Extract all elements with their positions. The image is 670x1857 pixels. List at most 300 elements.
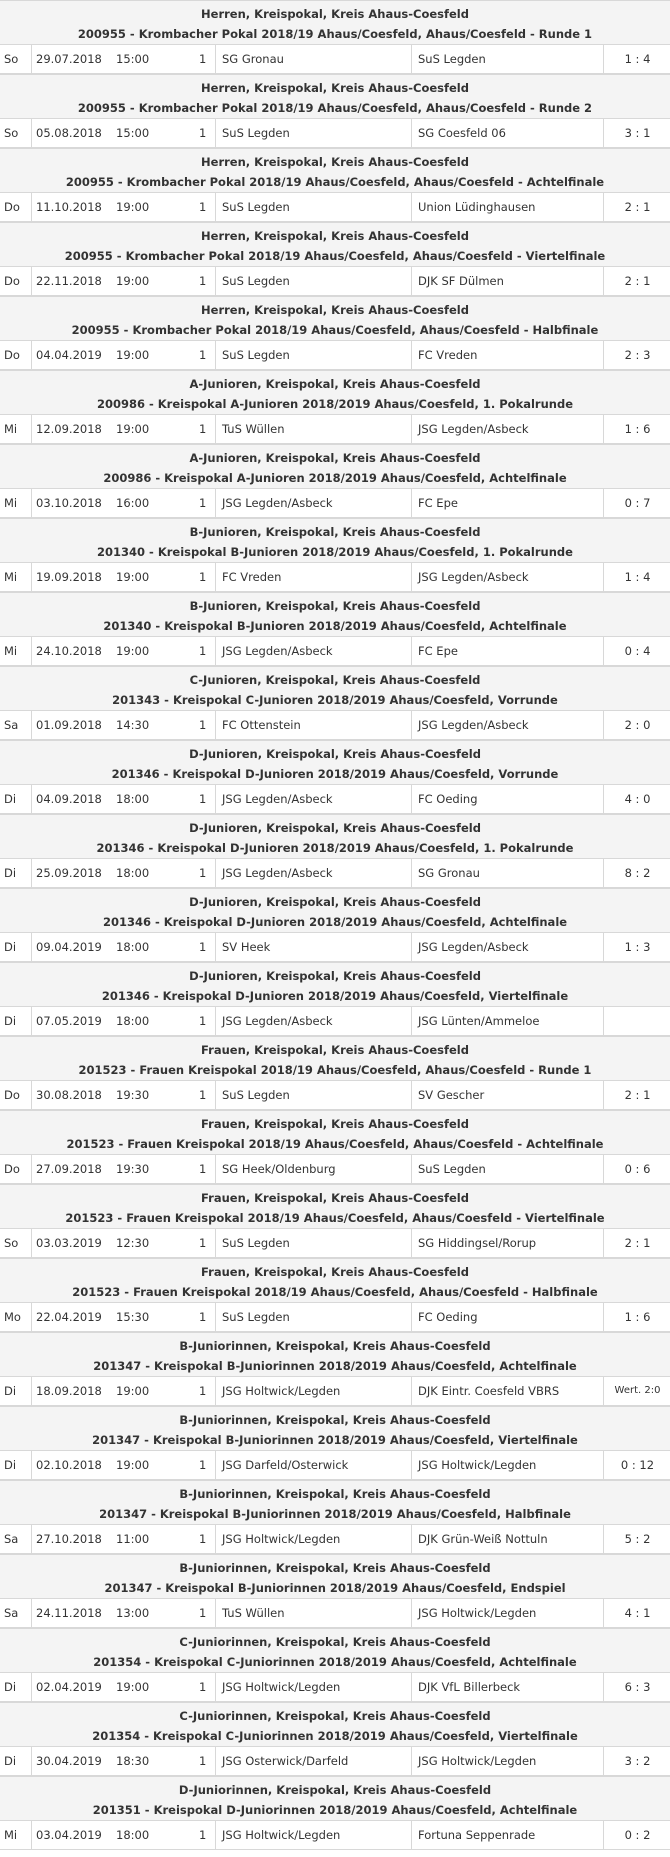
match-row[interactable] <box>0 1820 670 1850</box>
match-row[interactable] <box>0 488 670 518</box>
match-score[interactable]: 1 : 3 <box>603 933 670 961</box>
fixture-block <box>0 814 670 888</box>
competition-round: 201347 - Kreispokal B-Juniorinnen 2018/2019 Ahaus/Coesfeld, Endspiel <box>104 1581 566 1595</box>
fixture-block <box>0 296 670 370</box>
competition-header <box>0 1184 670 1228</box>
match-date: 22.04.2019 <box>31 1303 102 1331</box>
match-score[interactable]: 0 : 7 <box>603 489 670 517</box>
competition-name: D-Junioren, Kreispokal, Kreis Ahaus-Coesfeld <box>189 747 481 761</box>
home-team[interactable]: JSG Legden/Asbeck <box>215 489 405 517</box>
match-date: 24.11.2018 <box>31 1599 102 1627</box>
away-team[interactable]: DJK SF Dülmen <box>411 267 601 295</box>
match-row[interactable] <box>0 1080 670 1110</box>
match-row[interactable] <box>0 1154 670 1184</box>
match-score[interactable]: Wert. 2:0 <box>603 1377 670 1405</box>
fixture-block <box>0 1628 670 1702</box>
match-row[interactable] <box>0 1450 670 1480</box>
match-row[interactable] <box>0 340 670 370</box>
match-time: 15:00 <box>116 52 150 66</box>
match-score[interactable]: 0 : 6 <box>603 1155 670 1183</box>
match-pitch: 1 <box>199 1754 207 1768</box>
match-day: Di <box>4 792 17 806</box>
fixture-block <box>0 1184 670 1258</box>
match-score[interactable]: 0 : 4 <box>603 637 670 665</box>
match-score[interactable]: 1 : 4 <box>603 45 670 73</box>
match-date: 18.09.2018 <box>31 1377 102 1405</box>
match-pitch: 1 <box>199 200 207 214</box>
competition-name: D-Junioren, Kreispokal, Kreis Ahaus-Coesfeld <box>189 895 481 909</box>
match-time: 14:30 <box>116 718 150 732</box>
match-score[interactable]: 1 : 4 <box>603 563 670 591</box>
match-day: Di <box>4 1680 17 1694</box>
match-pitch: 1 <box>199 1458 207 1472</box>
match-pitch: 1 <box>199 866 207 880</box>
fixture-block <box>0 1332 670 1406</box>
match-row[interactable] <box>0 636 670 666</box>
match-time: 19:00 <box>116 1384 150 1398</box>
home-team[interactable]: JSG Darfeld/Osterwick <box>215 1451 405 1479</box>
home-team[interactable]: JSG Holtwick/Legden <box>215 1821 405 1849</box>
competition-header <box>0 740 670 784</box>
fixture-block <box>0 518 670 592</box>
match-pitch: 1 <box>199 1088 207 1102</box>
home-team[interactable]: SuS Legden <box>215 1229 405 1257</box>
match-row[interactable] <box>0 1302 670 1332</box>
home-team[interactable]: SuS Legden <box>215 193 405 221</box>
match-time: 11:00 <box>116 1532 150 1546</box>
fixture-block <box>0 1110 670 1184</box>
competition-name: A-Junioren, Kreispokal, Kreis Ahaus-Coesfeld <box>189 377 481 391</box>
match-pitch: 1 <box>199 792 207 806</box>
match-date: 02.04.2019 <box>31 1673 102 1701</box>
match-day: Di <box>4 940 17 954</box>
match-row[interactable] <box>0 932 670 962</box>
competition-name: Frauen, Kreispokal, Kreis Ahaus-Coesfeld <box>201 1117 469 1131</box>
competition-header <box>0 1110 670 1154</box>
competition-header <box>0 1258 670 1302</box>
home-team[interactable]: SG Heek/Oldenburg <box>215 1155 405 1183</box>
match-time: 15:30 <box>116 1310 150 1324</box>
match-date: 01.09.2018 <box>31 711 102 739</box>
match-row[interactable] <box>0 1376 670 1406</box>
match-score[interactable]: 5 : 2 <box>603 1525 670 1553</box>
match-score[interactable] <box>603 1007 670 1035</box>
away-team[interactable]: JSG Legden/Asbeck <box>411 563 601 591</box>
fixture-block <box>0 1554 670 1628</box>
home-team[interactable]: JSG Holtwick/Legden <box>215 1525 405 1553</box>
competition-round: 201523 - Frauen Kreispokal 2018/19 Ahaus/Coesfeld, Ahaus/Coesfeld - Achtelfinale <box>66 1137 604 1151</box>
match-date: 24.10.2018 <box>31 637 102 665</box>
competition-header <box>0 296 670 340</box>
match-pitch: 1 <box>199 1014 207 1028</box>
competition-name: Herren, Kreispokal, Kreis Ahaus-Coesfeld <box>201 7 469 21</box>
match-day: Mi <box>4 422 18 436</box>
competition-name: B-Junioren, Kreispokal, Kreis Ahaus-Coesfeld <box>189 525 481 539</box>
competition-header <box>0 1406 670 1450</box>
match-day: Do <box>4 274 20 288</box>
competition-name: D-Junioren, Kreispokal, Kreis Ahaus-Coesfeld <box>189 969 481 983</box>
match-score[interactable]: 6 : 3 <box>603 1673 670 1701</box>
match-day: Do <box>4 200 20 214</box>
competition-header <box>0 666 670 710</box>
match-pitch: 1 <box>199 274 207 288</box>
competition-name: C-Juniorinnen, Kreispokal, Kreis Ahaus-Coesfeld <box>179 1635 491 1649</box>
competition-name: D-Juniorinnen, Kreispokal, Kreis Ahaus-Coesfeld <box>178 1783 492 1797</box>
match-time: 19:00 <box>116 1680 150 1694</box>
competition-header <box>0 370 670 414</box>
match-score[interactable]: 3 : 2 <box>603 1747 670 1775</box>
competition-header <box>0 518 670 562</box>
competition-name: A-Junioren, Kreispokal, Kreis Ahaus-Coesfeld <box>189 451 481 465</box>
away-team[interactable]: SV Gescher <box>411 1081 601 1109</box>
match-day: Do <box>4 1088 20 1102</box>
competition-round: 201354 - Kreispokal C-Juniorinnen 2018/2019 Ahaus/Coesfeld, Viertelfinale <box>92 1729 578 1743</box>
home-team[interactable]: JSG Osterwick/Darfeld <box>215 1747 405 1775</box>
match-day: Di <box>4 1754 17 1768</box>
away-team[interactable]: DJK VfL Billerbeck <box>411 1673 601 1701</box>
match-date: 30.08.2018 <box>31 1081 102 1109</box>
competition-round: 200955 - Krombacher Pokal 2018/19 Ahaus/Coesfeld, Ahaus/Coesfeld - Runde 2 <box>77 101 593 115</box>
match-date: 11.10.2018 <box>31 193 102 221</box>
fixture-block <box>0 962 670 1036</box>
competition-round: 201340 - Kreispokal B-Junioren 2018/2019 Ahaus/Coesfeld, 1. Pokalrunde <box>97 545 573 559</box>
match-pitch: 1 <box>199 570 207 584</box>
match-day: Mi <box>4 1828 18 1842</box>
competition-round: 201346 - Kreispokal D-Junioren 2018/2019 Ahaus/Coesfeld, Viertelfinale <box>101 989 569 1003</box>
match-row[interactable] <box>0 784 670 814</box>
home-team[interactable]: SuS Legden <box>215 1303 405 1331</box>
home-team[interactable]: SV Heek <box>215 933 405 961</box>
fixture-block <box>0 370 670 444</box>
match-score[interactable]: 2 : 1 <box>603 1081 670 1109</box>
away-team[interactable]: JSG Lünten/Ammeloe <box>411 1007 601 1035</box>
match-time: 15:00 <box>116 126 150 140</box>
match-score[interactable]: 2 : 1 <box>603 1229 670 1257</box>
competition-name: B-Juniorinnen, Kreispokal, Kreis Ahaus-Coesfeld <box>179 1561 491 1575</box>
competition-header <box>0 222 670 266</box>
match-day: Di <box>4 1014 17 1028</box>
competition-header <box>0 1480 670 1524</box>
home-team[interactable]: FC Vreden <box>215 563 405 591</box>
match-pitch: 1 <box>199 1532 207 1546</box>
away-team[interactable]: JSG Holtwick/Legden <box>411 1599 601 1627</box>
match-score[interactable]: 4 : 0 <box>603 785 670 813</box>
match-score[interactable]: 2 : 0 <box>603 711 670 739</box>
competition-header <box>0 1776 670 1820</box>
match-row[interactable] <box>0 1524 670 1554</box>
match-day: So <box>4 126 19 140</box>
home-team[interactable]: SuS Legden <box>215 267 405 295</box>
match-date: 03.10.2018 <box>31 489 102 517</box>
fixture-block <box>0 1258 670 1332</box>
away-team[interactable]: SuS Legden <box>411 45 601 73</box>
competition-name: Herren, Kreispokal, Kreis Ahaus-Coesfeld <box>201 303 469 317</box>
match-day: Do <box>4 348 20 362</box>
match-pitch: 1 <box>199 126 207 140</box>
match-score[interactable]: 0 : 12 <box>603 1451 670 1479</box>
competition-round: 200955 - Krombacher Pokal 2018/19 Ahaus/Coesfeld, Ahaus/Coesfeld - Halbfinale <box>71 323 599 337</box>
competition-name: Herren, Kreispokal, Kreis Ahaus-Coesfeld <box>201 81 469 95</box>
match-score[interactable]: 1 : 6 <box>603 415 670 443</box>
competition-round: 201347 - Kreispokal B-Juniorinnen 2018/2019 Ahaus/Coesfeld, Achtelfinale <box>93 1359 577 1373</box>
match-score[interactable]: 3 : 1 <box>603 119 670 147</box>
fixture-block <box>0 74 670 148</box>
away-team[interactable]: FC Oeding <box>411 785 601 813</box>
home-team[interactable]: JSG Holtwick/Legden <box>215 1673 405 1701</box>
away-team[interactable]: SG Gronau <box>411 859 601 887</box>
competition-round: 201523 - Frauen Kreispokal 2018/19 Ahaus/Coesfeld, Ahaus/Coesfeld - Halbfinale <box>72 1285 598 1299</box>
competition-round: 200986 - Kreispokal A-Junioren 2018/2019 Ahaus/Coesfeld, Achtelfinale <box>103 471 567 485</box>
competition-round: 200955 - Krombacher Pokal 2018/19 Ahaus/Coesfeld, Ahaus/Coesfeld - Runde 1 <box>77 27 593 41</box>
home-team[interactable]: JSG Holtwick/Legden <box>215 1377 405 1405</box>
fixture-block <box>0 1406 670 1480</box>
competition-round: 201340 - Kreispokal B-Junioren 2018/2019 Ahaus/Coesfeld, Achtelfinale <box>103 619 567 633</box>
competition-round: 200955 - Krombacher Pokal 2018/19 Ahaus/Coesfeld, Ahaus/Coesfeld - Achtelfinale <box>65 175 605 189</box>
match-time: 18:00 <box>116 1014 150 1028</box>
match-pitch: 1 <box>199 1606 207 1620</box>
match-row[interactable] <box>0 44 670 74</box>
competition-name: Herren, Kreispokal, Kreis Ahaus-Coesfeld <box>201 229 469 243</box>
match-row[interactable] <box>0 1006 670 1036</box>
match-row[interactable] <box>0 1672 670 1702</box>
match-pitch: 1 <box>199 1310 207 1324</box>
match-date: 27.09.2018 <box>31 1155 102 1183</box>
competition-header <box>0 1554 670 1598</box>
competition-header <box>0 1332 670 1376</box>
fixture-block <box>0 222 670 296</box>
competition-round: 200955 - Krombacher Pokal 2018/19 Ahaus/Coesfeld, Ahaus/Coesfeld - Viertelfinale <box>64 249 606 263</box>
competition-round: 201523 - Frauen Kreispokal 2018/19 Ahaus/Coesfeld, Ahaus/Coesfeld - Viertelfinale <box>65 1211 605 1225</box>
match-date: 25.09.2018 <box>31 859 102 887</box>
competition-name: Frauen, Kreispokal, Kreis Ahaus-Coesfeld <box>201 1043 469 1057</box>
competition-header <box>0 148 670 192</box>
match-time: 12:30 <box>116 1236 150 1250</box>
match-date: 02.10.2018 <box>31 1451 102 1479</box>
competition-header <box>0 962 670 1006</box>
match-date: 29.07.2018 <box>31 45 102 73</box>
match-time: 16:00 <box>116 496 150 510</box>
competition-round: 201346 - Kreispokal D-Junioren 2018/2019 Ahaus/Coesfeld, Achtelfinale <box>102 915 568 929</box>
match-pitch: 1 <box>199 644 207 658</box>
match-date: 27.10.2018 <box>31 1525 102 1553</box>
fixture-block <box>0 666 670 740</box>
home-team[interactable]: JSG Legden/Asbeck <box>215 785 405 813</box>
competition-round: 201346 - Kreispokal D-Junioren 2018/2019 Ahaus/Coesfeld, 1. Pokalrunde <box>96 841 574 855</box>
match-day: So <box>4 1236 19 1250</box>
competition-header <box>0 814 670 858</box>
match-date: 05.08.2018 <box>31 119 102 147</box>
match-score[interactable]: 2 : 3 <box>603 341 670 369</box>
match-row[interactable] <box>0 1746 670 1776</box>
away-team[interactable]: SG Hiddingsel/Rorup <box>411 1229 601 1257</box>
match-time: 18:00 <box>116 940 150 954</box>
away-team[interactable]: Union Lüdinghausen <box>411 193 601 221</box>
match-day: Sa <box>4 1532 19 1546</box>
match-day: Di <box>4 1458 17 1472</box>
fixture-block <box>0 0 670 74</box>
match-score[interactable]: 4 : 1 <box>603 1599 670 1627</box>
match-row[interactable] <box>0 266 670 296</box>
home-team[interactable]: TuS Wüllen <box>215 415 405 443</box>
away-team[interactable]: JSG Legden/Asbeck <box>411 711 601 739</box>
match-time: 18:00 <box>116 866 150 880</box>
home-team[interactable]: JSG Legden/Asbeck <box>215 1007 405 1035</box>
home-team[interactable]: TuS Wüllen <box>215 1599 405 1627</box>
match-day: Sa <box>4 1606 19 1620</box>
fixture-block <box>0 888 670 962</box>
competition-name: C-Juniorinnen, Kreispokal, Kreis Ahaus-Coesfeld <box>179 1709 491 1723</box>
match-row[interactable] <box>0 1228 670 1258</box>
away-team[interactable]: SuS Legden <box>411 1155 601 1183</box>
competition-name: B-Juniorinnen, Kreispokal, Kreis Ahaus-Coesfeld <box>179 1487 491 1501</box>
match-date: 07.05.2019 <box>31 1007 102 1035</box>
competition-header <box>0 444 670 488</box>
away-team[interactable]: FC Vreden <box>411 341 601 369</box>
match-pitch: 1 <box>199 348 207 362</box>
match-time: 19:00 <box>116 1458 150 1472</box>
match-time: 13:00 <box>116 1606 150 1620</box>
competition-name: Herren, Kreispokal, Kreis Ahaus-Coesfeld <box>201 155 469 169</box>
home-team[interactable]: SuS Legden <box>215 1081 405 1109</box>
match-pitch: 1 <box>199 496 207 510</box>
match-time: 19:00 <box>116 644 150 658</box>
match-date: 03.03.2019 <box>31 1229 102 1257</box>
match-time: 19:00 <box>116 274 150 288</box>
match-date: 03.04.2019 <box>31 1821 102 1849</box>
match-row[interactable] <box>0 118 670 148</box>
competition-name: B-Junioren, Kreispokal, Kreis Ahaus-Coesfeld <box>189 599 481 613</box>
match-day: Di <box>4 866 17 880</box>
away-team[interactable]: FC Epe <box>411 637 601 665</box>
match-row[interactable] <box>0 414 670 444</box>
away-team[interactable]: Fortuna Seppenrade <box>411 1821 601 1849</box>
match-date: 22.11.2018 <box>31 267 102 295</box>
home-team[interactable]: SG Gronau <box>215 45 405 73</box>
match-score[interactable]: 1 : 6 <box>603 1303 670 1331</box>
competition-round: 201354 - Kreispokal C-Juniorinnen 2018/2019 Ahaus/Coesfeld, Achtelfinale <box>93 1655 577 1669</box>
match-row[interactable] <box>0 710 670 740</box>
home-team[interactable]: JSG Legden/Asbeck <box>215 859 405 887</box>
match-pitch: 1 <box>199 1680 207 1694</box>
match-pitch: 1 <box>199 1236 207 1250</box>
match-pitch: 1 <box>199 1162 207 1176</box>
match-time: 18:30 <box>116 1754 150 1768</box>
match-date: 09.04.2019 <box>31 933 102 961</box>
match-pitch: 1 <box>199 422 207 436</box>
competition-header <box>0 0 670 44</box>
match-row[interactable] <box>0 192 670 222</box>
match-row[interactable] <box>0 1598 670 1628</box>
fixture-block <box>0 1776 670 1850</box>
competition-round: 201347 - Kreispokal B-Juniorinnen 2018/2019 Ahaus/Coesfeld, Halbfinale <box>99 1507 571 1521</box>
competition-round: 200986 - Kreispokal A-Junioren 2018/2019 Ahaus/Coesfeld, 1. Pokalrunde <box>96 397 574 411</box>
competition-name: C-Junioren, Kreispokal, Kreis Ahaus-Coesfeld <box>189 673 481 687</box>
match-date: 19.09.2018 <box>31 563 102 591</box>
match-row[interactable] <box>0 858 670 888</box>
away-team[interactable]: FC Oeding <box>411 1303 601 1331</box>
competition-name: B-Juniorinnen, Kreispokal, Kreis Ahaus-Coesfeld <box>179 1339 491 1353</box>
match-score[interactable]: 2 : 1 <box>603 193 670 221</box>
match-time: 19:00 <box>116 348 150 362</box>
match-day: Mi <box>4 496 18 510</box>
fixture-block <box>0 148 670 222</box>
competition-name: Frauen, Kreispokal, Kreis Ahaus-Coesfeld <box>201 1191 469 1205</box>
match-day: Mo <box>4 1310 21 1324</box>
competition-round: 201347 - Kreispokal B-Juniorinnen 2018/2019 Ahaus/Coesfeld, Viertelfinale <box>92 1433 578 1447</box>
match-pitch: 1 <box>199 52 207 66</box>
match-score[interactable]: 8 : 2 <box>603 859 670 887</box>
match-date: 12.09.2018 <box>31 415 102 443</box>
match-pitch: 1 <box>199 1828 207 1842</box>
match-day: So <box>4 52 19 66</box>
away-team[interactable]: JSG Holtwick/Legden <box>411 1747 601 1775</box>
competition-header <box>0 888 670 932</box>
match-time: 19:00 <box>116 570 150 584</box>
away-team[interactable]: JSG Legden/Asbeck <box>411 933 601 961</box>
fixture-block <box>0 444 670 518</box>
away-team[interactable]: JSG Legden/Asbeck <box>411 415 601 443</box>
fixture-block <box>0 1480 670 1554</box>
away-team[interactable]: JSG Holtwick/Legden <box>411 1451 601 1479</box>
match-date: 04.09.2018 <box>31 785 102 813</box>
competition-name: B-Juniorinnen, Kreispokal, Kreis Ahaus-Coesfeld <box>179 1413 491 1427</box>
away-team[interactable]: DJK Eintr. Coesfeld VBRS <box>411 1377 601 1405</box>
match-pitch: 1 <box>199 940 207 954</box>
competition-header <box>0 74 670 118</box>
match-time: 19:00 <box>116 422 150 436</box>
match-time: 19:30 <box>116 1088 150 1102</box>
fixture-block <box>0 740 670 814</box>
fixture-block <box>0 592 670 666</box>
away-team[interactable]: DJK Grün-Weiß Nottuln <box>411 1525 601 1553</box>
competition-name: D-Junioren, Kreispokal, Kreis Ahaus-Coesfeld <box>189 821 481 835</box>
match-time: 18:00 <box>116 1828 150 1842</box>
match-time: 18:00 <box>116 792 150 806</box>
competition-header <box>0 1628 670 1672</box>
fixture-block <box>0 1702 670 1776</box>
match-date: 04.04.2019 <box>31 341 102 369</box>
competition-name: Frauen, Kreispokal, Kreis Ahaus-Coesfeld <box>201 1265 469 1279</box>
fixture-block <box>0 1036 670 1110</box>
match-day: Sa <box>4 718 19 732</box>
home-team[interactable]: SuS Legden <box>215 119 405 147</box>
competition-header <box>0 1036 670 1080</box>
competition-round: 201346 - Kreispokal D-Junioren 2018/2019 Ahaus/Coesfeld, Vorrunde <box>111 767 559 781</box>
competition-round: 201523 - Frauen Kreispokal 2018/19 Ahaus/Coesfeld, Ahaus/Coesfeld - Runde 1 <box>78 1063 592 1077</box>
match-day: Mi <box>4 644 18 658</box>
match-day: Mi <box>4 570 18 584</box>
competition-header <box>0 1702 670 1746</box>
home-team[interactable]: FC Ottenstein <box>215 711 405 739</box>
competition-round: 201343 - Kreispokal C-Junioren 2018/2019 Ahaus/Coesfeld, Vorrunde <box>112 693 558 707</box>
match-pitch: 1 <box>199 1384 207 1398</box>
match-time: 19:30 <box>116 1162 150 1176</box>
match-day: Do <box>4 1162 20 1176</box>
away-team[interactable]: FC Epe <box>411 489 601 517</box>
home-team[interactable]: JSG Legden/Asbeck <box>215 637 405 665</box>
home-team[interactable]: SuS Legden <box>215 341 405 369</box>
match-date: 30.04.2019 <box>31 1747 102 1775</box>
match-score[interactable]: 0 : 2 <box>603 1821 670 1849</box>
away-team[interactable]: SG Coesfeld 06 <box>411 119 601 147</box>
competition-header <box>0 592 670 636</box>
match-score[interactable]: 2 : 1 <box>603 267 670 295</box>
match-row[interactable] <box>0 562 670 592</box>
match-day: Di <box>4 1384 17 1398</box>
match-time: 19:00 <box>116 200 150 214</box>
competition-round: 201351 - Kreispokal D-Juniorinnen 2018/2019 Ahaus/Coesfeld, Achtelfinale <box>92 1803 578 1817</box>
match-pitch: 1 <box>199 718 207 732</box>
